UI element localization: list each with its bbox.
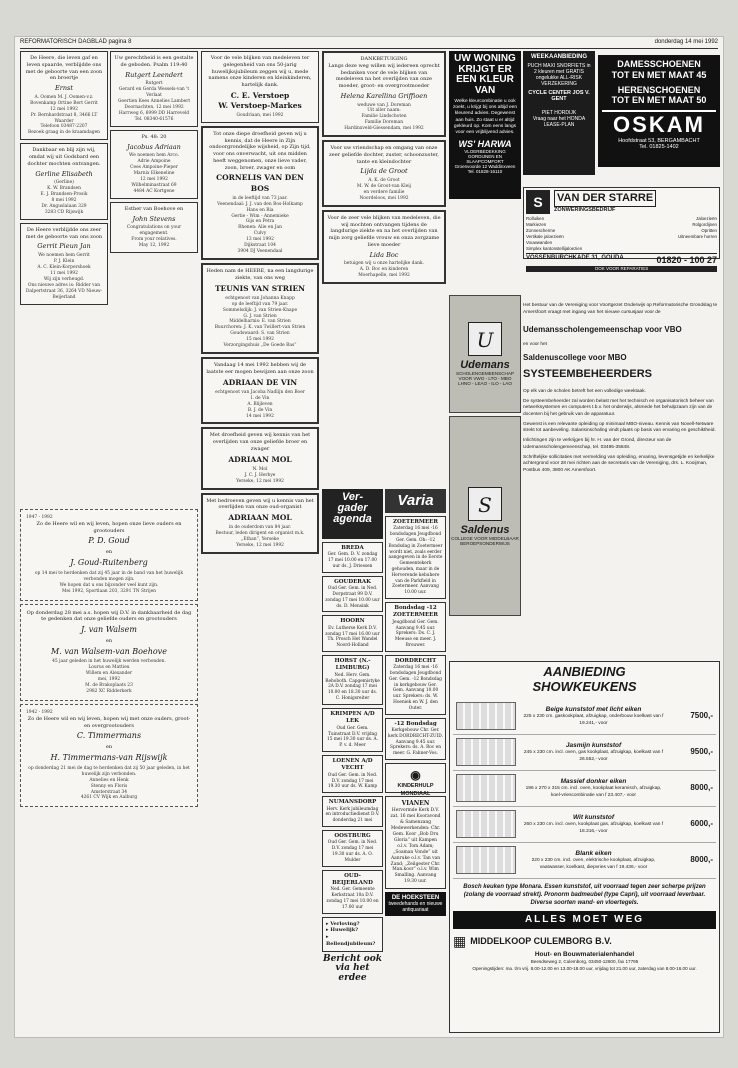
announcement [20,223,108,305]
agenda-place: OOSTBURG [334,832,371,839]
store-logo-icon: ▦ [453,932,467,949]
announcement-intro: Met bedroeven geven wij u kennis van het overlijden van onze oud-organist [206,497,314,511]
announcement-intro: Voor uw vriendschap en omgang van onze zeer geliefde dochter, zuster, schoonzuster, tante en kleindochter [329,145,439,165]
announcement-body: echtgenoot van Jacoba Nadlijn den Boer I. de Vin A. Blijleven B. J. de Vin 14 mei 1992 [215,389,305,419]
anniversary-date: 1942 - 1992 [26,710,53,715]
announcement [201,263,319,354]
announcement-name: Gerline Elisabeth [35,169,93,178]
announcement-body: We noemen hem Arco. Adrie Ampoine Cees Ampoine-Pieper Marnix Elkeneline 12 mei 1992 Wilhelminastraat 69 4484 AC Kortgene [129,153,179,194]
starre-product: Markiezen [526,222,547,228]
column-obituaries [201,51,319,1033]
anniversary-intro: Zo de Heere wil en wij leven, hopen onze lieve ouders en grootouders [36,520,182,534]
column-thanks [322,51,446,491]
vacancy-p3: Gewenst is een relevante opleiding op minimaal MBO-niveau. Kennis van Novell-Netware strekt tot aanbeveling. Salarisinschaling vindt plaats op basis van ervaring en geschiktheid. [523,421,716,434]
agenda-place: GOUDERAK [334,578,371,585]
vacancy-intro: Het bestuur van de Vereniging voor Voortgezet Onderwijs op Reformatorische Grondslag te Amersfoort vraagt met ingang van het nieuwe cursusjaar voor de [523,303,718,315]
hoeksteen-ad [385,892,446,916]
anniversary-date: 1947 - 1992 [26,515,53,520]
announcement-name: ADRIAAN DE VIN [222,377,298,387]
announcement-name: ADRIAAN MOL [228,454,292,464]
announcement-body: N. Mol J. C. J. Herbye Yerseke, 12 mei 1992 [236,466,284,484]
vacancy-ad [523,303,720,655]
harwa-address: VLOERBEDEKKING GORDIJNEN EN SLAAPCOMFORT Groenvoorde 12 Waddinxveen Tel. 01828-16110 [454,149,516,175]
vacancy-p4: Inlichtingen zijn te verkrijgen bij hr. H. van der Grond, directeur van de Udemansscholengemeenschap, tel. 03495-35848. [523,438,672,450]
agenda-right-list [385,516,446,760]
page-header [20,39,718,49]
woning-headline: UW WONING KRIJGT ER EEN KLEUR VAN [454,53,516,96]
starre-sub: ZONWERINGSBEDRIJF [554,206,616,213]
vacancy-school-2: Saldenuscollege voor MBO [523,353,627,363]
announcement [322,210,446,284]
puch-body: PUCH MAXI SNORFIETS in 2 kleuren met GRATIS ongelukke ALL-RISK VERZEKERING [527,63,591,87]
announcement-intro: Voor de zeer vele blijken van medeleven, die wij mochten ontvangen tijdens de langdurige ziekte en na het overlijden van mijn zorg geliefde vrouw en onza zorgzame lieve moeder [327,214,441,248]
kitchen-price: 8000,- [690,854,713,864]
vacancy-p5: Schriftelijke sollicitaties met vermelding van opleiding, ervaring, levensgetijde en kerkelijke achtergrond voor 28 mei richten aan de secretaris van de Vereniging, drs. L. Kooijman, Postbus 409, 3800 AK Amersfoort. [523,454,715,473]
announcement [201,427,319,489]
saldenus-name: Saldenus [460,523,510,536]
kitchen-price: 9500,- [690,746,713,756]
announcement [110,202,198,253]
anniversary-and: en [105,744,113,751]
kitchen-desc: 245 x 230 cm. incl. oven, gas kookplaat, afzuigkap, koelkast van f 26.552,- voor [523,750,664,762]
announcement-body: in de leeftijd van 73 jaar. Veenendaal: J. J. van den Bos-Holkamp Hans en Ria Gertie - Wim - Annemieke Gijs en Petra Rhenen: Alie en Jan Culvy 13 mei 1992 Dijkstraat 104 3904 DJ Veenendaal [217,195,303,255]
announcement-intro: Uw gerechtheid is een gestalte de geboden. Psalm 119:40 [114,55,194,68]
kitchen-price: 8000,- [690,782,713,792]
announcement-intro: Met droefheid geven wij kennis van het overlijden van onze geliefde broer en zwager [209,432,311,452]
announcement-body: (Gerline) K. W. Brandsen E. J. Brandsen-Prosik 8 mei 1992 Dr. Anguslalaan 329 3283 CD Rijswijk [40,180,88,216]
announcement [201,126,319,260]
announcement-intro: DANKBETUIGING Langs deze weg willen wij iedereen oprecht bedanken voor de vele blijken van medeleven na het overlijden van onze moeder, groot- en overgrootmoeder [328,56,440,89]
header-left: REFORMATORISCH DAGBLAD pagina 8 [20,39,132,45]
kitchen-item [453,699,716,735]
woning-body: Welke kleurcombinatie u ook zoekt, u krijgt bij ons altijd een kleurend advies. Degewenst aan huis. Zo staat u er altijd gekleurd op. Kom eens langs voor een vrijblijvend advies. [453,99,517,136]
announcement [201,357,319,424]
anniversary-name: J. van Walsem [81,625,137,635]
column-births-1 [20,51,108,507]
kitchen-name: Beige kunststof met licht eiken [545,705,642,713]
announcement [20,143,108,220]
vacancy-p2: De systeembeheerder zal worden belast met het technisch en organisatorisch beheer van netwerksystemen en computers t.b.v. het onderwijs, alsmede het behulpzaam zijn van de docenten bij het gebruik van de apparatuur. [523,398,714,417]
newspaper-page [14,36,724,1038]
kitchen-item [453,843,716,879]
agenda-item [322,796,383,827]
announcement-intro: Dankbaar en blij zijn wij, omdat wij uit Godsbard een dochter mochten ontvangen. [27,147,101,167]
agenda-place: BREDA [341,545,364,551]
announcement [110,130,198,199]
starre-address: VOSSENBURCHKADE 31, GOUDA [526,254,624,261]
kitchen-plan-icon [456,774,516,802]
agenda-details: Oud Ger. Gem. in Ned. D.V. zondag 17 mei 19.30 uur ds. A. O. Mulder [327,840,378,863]
starre-product: Simplex kantonstellijaloezien [526,245,583,251]
kitchen-name: Wit kunststof [572,813,615,821]
agenda-details: Jeugdbond Ger. Gem. Aanvang 9.45 uur. Sprekers: Ds. C. J. Meeuse en meer. J. Brouwer. [392,619,439,649]
agenda-place: HOORN [340,618,365,625]
vacancy-position: SYSTEEMBEHEERDERS [523,368,652,381]
agenda-details: Herv. Kerk jubileumdag en introductiedienst D.V. donderdag 21 mei [325,806,380,824]
kitchen-ad [449,661,720,1033]
announcement-name: CORNELIS VAN DEN BOS [216,173,304,193]
puch-headline: WEEKAANBIEDING [530,54,587,60]
announcement-name: Helena Karellina Griffioen [340,91,428,100]
woning-ad [449,51,521,199]
announcement-intro: Ps. 48: 20 [141,133,167,140]
agenda-item [322,755,383,793]
agenda-item [322,655,383,705]
anniversary-announcement [20,704,198,807]
anniversary-and: en [105,637,113,644]
oskam-l3: HERENSCHOENEN [617,84,701,95]
kitchen-headline: AANBIEDING SHOWKEUKENS [532,664,637,694]
starre-product: Rolluiken [526,216,545,222]
agenda-details: Zaterdag 16 mei -16 bondsdagen Jeugdbond Ger. Gem. Oh: -12 Bondsdag in Zoetermeer wordt niet, zoals eerder aangegeven in de Eerste Gemeentekerk gehouden, maar in de Herverende kebuhere van de Parkfield in Zoetermeer. Aanvang 10.00 uur. [388,526,443,596]
announcement [322,140,446,207]
agenda-item [385,516,446,599]
question-item: ▸ Huwelijk? [326,927,359,934]
vanderstarre-ad [523,187,720,272]
starre-list-left [526,216,582,252]
agenda-place: HORST (N.-LIMBURG) [334,658,371,672]
agenda-item [385,655,446,715]
announcement-body: We noemen hem Gerrit P. J. Klein A. C. Klein-Korpershoek 11 mei 1992 Wij zijn verheugd. Ons nieuwe adres is: Ridder van Dalpertstraat 36, 3264 VD Nieuw-Beijerland [25,253,103,300]
question-item: ▸ Bellendjubileum? [326,934,376,947]
saldenus-logo-icon: S [468,487,502,521]
anniversary-name2: M. van Walsem-van Boehove [51,646,167,656]
agenda-place: LOENEN A/D VECHT [332,757,373,772]
starre-phone: 01820 - 100 27 [656,254,717,265]
kitchen-item [453,771,716,807]
agenda-item [322,542,383,573]
school-logos [449,295,521,653]
announcement-name: Gerrit Pieun Jan [37,242,91,251]
anniversary-name2: J. Goud-Ruitenberg [70,557,148,567]
agenda-place: KRIMPEN A/D LEK [330,710,375,725]
starre-product: Vertikale jaloezieën [526,234,564,240]
hoeksteen-body: tweedehands en nieuwe antiquariaat [388,901,443,914]
starre-product: Jaloezieën [696,216,717,222]
anniversary-name: C. Timmermans [76,731,142,741]
announcement-body: Congratulations on your engagement. From your relatives. May 12, 1992 [126,225,182,249]
agenda-details: Oud Ger. Gem. Tuinstraat D.V. vrijdag 15 mei 19.30 uur ds. A. P. v. d. Meer [327,725,378,749]
anniversary-body: op donderdag 21 mei de dag te herdenken dat zij 50 jaar geleden, in het huwelijk zijn verbonden. Annelies en Henk Stenny en Floris Amsterstraat 34 4261 CV Wijk en Aalburg [28,765,190,801]
announcement [201,51,319,123]
vacancy-mid: en voor het [523,341,548,347]
vianen-title: VIANEN [401,800,430,808]
agenda-place: -12 Bondsdag [394,720,437,727]
agenda-details: Ev. Lutherse Kerk D.V. zondag 17 mei 16.00 uur Th. Prosch Het Wandel Noord-Holland [325,625,380,649]
ads-left-column [449,51,521,307]
announcement-name: Lida Boc [369,250,399,259]
agenda-details: Ned. Herv. Gem. Rehoboth. Capgemistyke 2A D.V. zondag 17 mei 10.00 en 18.30 uur ds. C. Honigsreiter [325,672,380,702]
agenda-place: DORDRECHT [394,657,437,664]
agenda-title: Ver- gader agenda [322,489,383,539]
announcement-intro: Voor de vele blijken van medeleven ter gelegenheid van ons 50-jarig huwelijksjubileum zeggen wij u, mede namens onze kinderen en kleinkinderen, hartelijk dank. [208,55,312,88]
vacancy-p1: Op elk van de scholen betreft het een volledige weektaak. [523,388,646,394]
agenda-details: Kerkgebouw Chr. Ger. kerk DORDRECHT-ZUID. Aanvang 9.45 uur. Sprekers: ds. A. Roc en meer. G. Fahner-Vos. [388,728,443,757]
udemans-name: Udemans [460,359,510,371]
kitchen-price: 6000,- [690,818,713,828]
kitchen-desc: 260 x 230 cm. incl. oven, kookplaat gas, afzuigkap, koelkast van f 18.316,- voor [523,822,664,834]
starre-logo-icon: S [526,190,550,214]
udemans-logo-box [449,295,521,413]
oskam-ad [598,55,720,167]
store-address: Beesdseweg 2, Culemborg, 03450-12600, fax 17795 Openingstijden: ma. t/m vrij. 8.00-12.00 en 13.00-18.00 uur, vrijdag tot 21.00 uur, zaterdag van 8.00-16.00 uur. [472,959,697,971]
starre-name: VAN DER STARRE [554,190,656,207]
puch-ad [523,51,595,175]
kitchen-name: Massief donker eiken [560,777,627,785]
anniversary-announcement [20,604,198,701]
agenda-item [322,870,383,914]
harwa-brand: WS' HARWA [458,139,512,150]
store-sub: Hout- en Bouwmaterialenhandel [534,950,635,958]
starre-product: Zonnescherme [526,228,556,234]
agenda-details: Oud Ger. Gem. in Ned. D.V. zondag 17 mei 19.30 uur ds. W. Kamp [327,772,378,790]
kitchen-band: ALLES MOET WEG [453,911,716,929]
agenda-details: Ned. Ger. Gemeente Kerkstraat 10a D.V. zondag 17 mei 10.00 en 17.00 uur [326,887,379,910]
column-births-2 [110,51,198,507]
vianen-box [385,796,446,889]
kitchen-price: 7500,- [690,710,713,720]
announcement-body: A. Oomen M. J. Oomen-v.z. Bovenkamp Ortine Bert Gerrit 12 mei 1992 Pr. Bernhardstraat 8, 3466 LT Waarder Telefoon 03487-2207 Bezoek graag in de kraamdagen [27,94,101,136]
announcement-name: Rutgert Leendert [125,70,183,79]
announcement-questions [322,917,383,952]
oskam-l1: DAMESSCHOENEN [617,59,701,69]
agenda-details: Oud Ger. Gem. in Ned. Dorpstraat 99 D.V. zondag 17 mei 10.00 uur ds. D. Mensink [325,586,380,609]
announcement [322,51,446,137]
saldenus-logo-box [449,416,521,616]
agenda-item [385,602,446,652]
kitchen-plan-icon [456,702,516,730]
kitchen-name: Blank eiken [575,849,612,857]
anniversary-announcement [20,509,198,601]
agenda-item [322,615,383,652]
announcement [110,51,198,127]
anniversary-intro: Zo de Heere wil en wij leven, hopen wij met onze ouders, groot- en overgrootouders [27,715,191,729]
kitchen-desc: 220 x 230 cm. incl. oven, elektrische kookplaat, afzuigkap, vaatwasser, koelkast, diepvries van f 19.436,- voor [531,858,656,870]
announcement-body: echtgenoot van Johanna Knapp op de leeftijd van 79 jaar. Sommelsdijk: J. van Strien-Knape G. J. van Strien Middelharnis: E. van Strien Buurchoren: J. K. van Twillert-van Strien Goudswaard: S. van Strien 15 mei 1992 Verzorgingshuis „De Goede Bas” [214,295,306,349]
kitchen-desc: 225 x 230 cm. gaskookplaat, afzuigkap, onderbouw koelkast van f 19.241,- voor [523,714,664,726]
oskam-l2: TOT EN MET MAAT 45 [611,69,707,80]
anniversary-name: P. D. Goud [88,536,130,546]
ads-mid-column [523,51,595,181]
kitchen-item [453,735,716,771]
vacancy-school-1: Udemansscholengemeenschap voor VBO [523,325,682,335]
announcement-name: Ernst [55,84,73,92]
announcement-name: C. E. Verstoep W. Verstoep-Markes [218,90,302,110]
announcement-body: Rutgert Gerard en Gerda Wessels-van 't Verlaat Geertien Kees Annelies Lambert Doornachten, 12 mei 1992 Harrweg 6, 6999 DD Harreveld Tel. 08340-61576 [117,81,191,122]
oskam-l4: TOT EN MET MAAT 50 [611,95,707,106]
announcement-name: TEUNIS VAN STRIEN [214,283,306,293]
kitchen-plan-icon [456,738,516,766]
kitchen-name: Jasmijn kunststof [565,741,622,749]
announcement-intro: Esther van Boehove en [124,205,184,212]
announcement-body: betuigen wij u onze hartelijke dank. A. D. Boc en kinderen Moerhapelle, mei 1992 [343,261,424,279]
bericht-slogan: Bericht ook via het erdee [322,953,383,984]
kitchen-item [453,807,716,843]
anniversary-body: 45 jaar geleden in het huwelijk werden verbonden. Lourus en Mattieu Willem en Alexander mei, 1992 M. de Brakoplaats 23 2982 XC Ridderkerk [52,659,166,695]
agenda-item [322,576,383,613]
agenda-item [322,708,383,752]
starre-product: Uitneembare horren [677,234,717,240]
announcement-intro: De Heere verblijdde ons zeer met de geboorte van ons zoon [25,226,103,240]
header-right: donderdag 14 mei 1992 [654,39,718,45]
anniversary-body: op 14 mei te herdenken dat zij 45 jaar in de band van het huwelijk verbonden mogen zijn. We hopen dat u ons bijzonder veel kunt zijn. Mei 1992, Sportlaan 203, 3291 TN Strijen [34,570,184,594]
agenda-details: Ger. Gem. D. V. zondag 17 mei 10.00 en 17.00 uur ds. J. Driessen [327,552,378,570]
agenda-item [385,718,446,760]
saldenus-sub: COLLEGE VOOR MIDDELBAAR BEROEPSONDERWIJS [451,535,519,546]
varia-title: Varia [385,489,446,513]
announcement-body: weduwe van J. Doreman Uit aller naam: Familie Lindschoten Familie Doreman Hardinxveld-Giessendam, mei 1992 [344,102,424,132]
anniversary-intro: Op donderdag 28 mei a.s. hopen wij D.V. in dankbaarheid de dag te gedenken dat onze geliefde ouders en grootouders [26,609,192,623]
kitchen-promo: Bosch keuken type Monara. Essen kunststof, uit voorraad tegen zeer scherpe prijzen (zolang de voorraad strekt). Pronorm badmeubel (type Capri), uit voorraad leverbaar. Diverse soorten wand- en vloertegels. [463,883,706,907]
starre-footer: OOK VOOR REPARATIES [526,266,717,272]
store-name: MIDDELKOOP CULEMBORG B.V. [470,936,612,947]
agenda-section [322,489,446,1033]
globe-icon: ◉ [410,768,421,783]
kitchen-list [453,699,716,879]
udemans-logo-icon: U [468,322,502,356]
announcement-body: A. K. de Groot M. W. de Groot-van Kleij en verdere familie Noordeloos, mei 1992 [356,178,412,202]
announcement-intro: Heden nam de HEERE, na een langdurige ziekte, van ons weg [206,268,314,281]
cycle-center: CYCLE CENTER JOS V. GENT [528,90,590,102]
agenda-place: ZOETERMEER [393,519,438,525]
agenda-place: Bondsdag -12 ZOETERMEER [393,604,438,619]
kitchen-desc: 196 x 270 x 315 cm. incl. oven, kookplaat keramisch, afzuigkap, koel-vriescombinatie van f 23.407,- voor [525,786,662,798]
announcement-name: Lijda de Groot [360,167,408,176]
agenda-left-list [322,542,383,914]
announcement-name: John Stevens [132,214,176,223]
announcement-body: in de ouderdom van 84 jaar. Bestuur, leden dirigent en organist m.k. „Ethan”, Yerseke Yerseke, 12 mei 1992 [215,525,305,549]
agenda-place: OUD-BEIJERLAND [332,872,373,886]
announcement-name: Jacobus Adriaan [127,142,181,151]
agenda-details: Zaterdag 16 mei -16 bondsdagen Jeugdbond Ger. Gem. -12 Bondsdag in kerkgebouw Ger. Gem. Aanvang 10.00 uur. Sprekers: ds. W. Hoeniek en W. J. den Outer. [389,665,442,711]
oskam-address: Hoofdstraat 53, BERGAMBACHT Tel. 01825-1402 [618,138,700,151]
anniversary-and: en [105,549,113,556]
announcement-name: ADRIAAN MOL [228,513,292,523]
hoeksteen-title: DE HOEKSTEEN [391,895,440,902]
announcement [20,51,108,140]
vianen-body: Hervormde Kerk D.V. zat. 16 mei Kooravond & Samenzang Medewerkenden: Chr. Gem. Koor „Bob Dru Gloria” uit Kampen o.l.v. Tom Adam; „Soaman Vonde” uit Aanruke o.l.v. Tan van Zand; „Zeilgester Chr. Man.koor” o.l.v. Wim Smalling. Aanvang 19.30 uur. [390,808,441,885]
announcement [201,493,319,554]
udemans-sub: SCHOLENGEMEENSCHAP VOOR VWO - LTO - MBO LHNO - LEAO - ILO - LAO [456,371,514,386]
kinderhulp-logo [385,763,446,797]
anniversary-name2: H. Timmermans-van Rijswijk [50,752,168,762]
hordijk-text: PIET HORDIJK Vraag naar het HONDA LEASE-PLAN [532,110,586,128]
starre-product: Vouwwanden [526,240,553,246]
announcement-body: Goudriaan, mei 1992 [236,113,284,118]
starre-product: Rolgordijnen [692,222,717,228]
kinderhulp-text: KINDERHULP MONDIAAL [397,783,434,797]
starre-list-right [678,216,717,252]
agenda-place: NUMANSDORP [328,799,377,806]
announcement-intro: De Heere, die leven gaf en leven spaarde, verblijdde ons met de geboorte van een zoon en broertje [25,55,103,82]
kitchen-plan-icon [456,810,516,838]
question-item: ▸ Verloving? [326,920,360,927]
kitchen-plan-icon [456,846,516,874]
announcement-intro: Tot onze diepe droefheid geven wij u kennis, dat de Heere in Zijn ondoorgrondelijke wijsheid, op Zijn tijd, voor ons onverwacht, uit ons midden heeft weggenomen, onze lieve vader, zoon, broer, zwager en oom [209,130,311,171]
oskam-brand: OSKAM [602,110,716,138]
starre-product: Opritten [701,228,717,234]
announcement-intro: Vandaag 14 mei 1992 hebben wij de laatste eer mogen bewijzen aan onze zoon [206,362,314,375]
agenda-item [322,830,383,867]
column-anniversaries [20,509,198,1033]
